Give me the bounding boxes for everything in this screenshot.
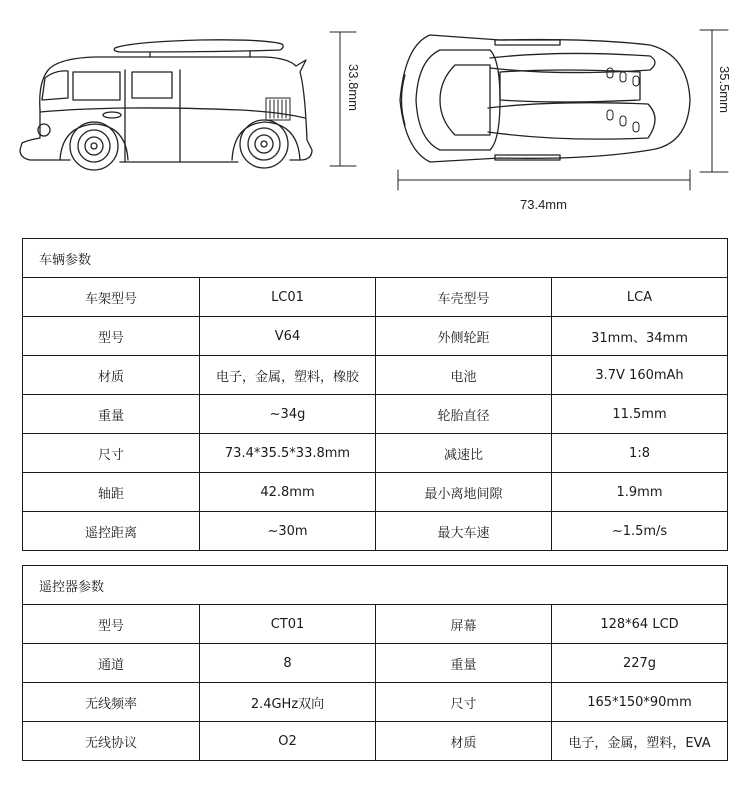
table-row <box>23 644 728 683</box>
table-row <box>23 722 728 761</box>
table-row <box>23 278 728 317</box>
param-label: 车架型号 <box>23 278 200 317</box>
param-value: 1:8 <box>552 434 728 473</box>
param-value: 1.9mm <box>552 473 728 512</box>
table-title-row <box>23 566 728 605</box>
param-label: 最大车速 <box>376 512 552 551</box>
table-row <box>23 683 728 722</box>
table-row <box>23 434 728 473</box>
param-value: ~34g <box>200 395 376 434</box>
param-label: 减速比 <box>376 434 552 473</box>
param-value: 电子，金属，塑料，橡胶 <box>200 356 376 395</box>
remote-params-table <box>22 565 728 761</box>
table-row <box>23 512 728 551</box>
remote-params-title: 遥控器参数 <box>23 566 728 605</box>
table-row <box>23 317 728 356</box>
param-label: 最小离地间隙 <box>376 473 552 512</box>
param-value: 3.7V 160mAh <box>552 356 728 395</box>
param-value: 8 <box>200 644 376 683</box>
param-value: CT01 <box>200 605 376 644</box>
param-value: O2 <box>200 722 376 761</box>
param-value: 31mm、34mm <box>552 317 728 356</box>
table-row <box>23 395 728 434</box>
param-label: 型号 <box>23 605 200 644</box>
vehicle-drawing-svg <box>0 0 750 230</box>
param-value: 73.4*35.5*33.8mm <box>200 434 376 473</box>
param-label: 电池 <box>376 356 552 395</box>
param-label: 无线协议 <box>23 722 200 761</box>
param-value: 11.5mm <box>552 395 728 434</box>
param-value: V64 <box>200 317 376 356</box>
param-value: 165*150*90mm <box>552 683 728 722</box>
table-row <box>23 473 728 512</box>
param-value: 电子，金属，塑料，EVA <box>552 722 728 761</box>
param-label: 屏幕 <box>376 605 552 644</box>
param-label: 材质 <box>23 356 200 395</box>
param-label: 无线频率 <box>23 683 200 722</box>
param-label: 尺寸 <box>376 683 552 722</box>
param-label: 材质 <box>376 722 552 761</box>
param-value: LCA <box>552 278 728 317</box>
vehicle-params-table <box>22 238 728 551</box>
param-value: LC01 <box>200 278 376 317</box>
param-value: 128*64 LCD <box>552 605 728 644</box>
vehicle-params-title: 车辆参数 <box>23 239 728 278</box>
table-row <box>23 356 728 395</box>
param-value: 227g <box>552 644 728 683</box>
length-dimension <box>398 170 690 190</box>
param-label: 尺寸 <box>23 434 200 473</box>
param-label: 轴距 <box>23 473 200 512</box>
param-value: 2.4GHz双向 <box>200 683 376 722</box>
table-title-row <box>23 239 728 278</box>
param-value: ~1.5m/s <box>552 512 728 551</box>
param-label: 重量 <box>376 644 552 683</box>
param-label: 外侧轮距 <box>376 317 552 356</box>
side-height-label: 33.8mm <box>346 64 361 111</box>
technical-drawings <box>0 0 750 230</box>
param-value: ~30m <box>200 512 376 551</box>
top-height-label: 35.5mm <box>717 66 732 113</box>
side-view-van <box>20 40 312 170</box>
param-value: 42.8mm <box>200 473 376 512</box>
table-row <box>23 605 728 644</box>
length-label: 73.4mm <box>520 197 567 212</box>
param-label: 遥控距离 <box>23 512 200 551</box>
param-label: 重量 <box>23 395 200 434</box>
param-label: 轮胎直径 <box>376 395 552 434</box>
param-label: 型号 <box>23 317 200 356</box>
param-label: 通道 <box>23 644 200 683</box>
top-view-van <box>400 35 690 162</box>
param-label: 车壳型号 <box>376 278 552 317</box>
